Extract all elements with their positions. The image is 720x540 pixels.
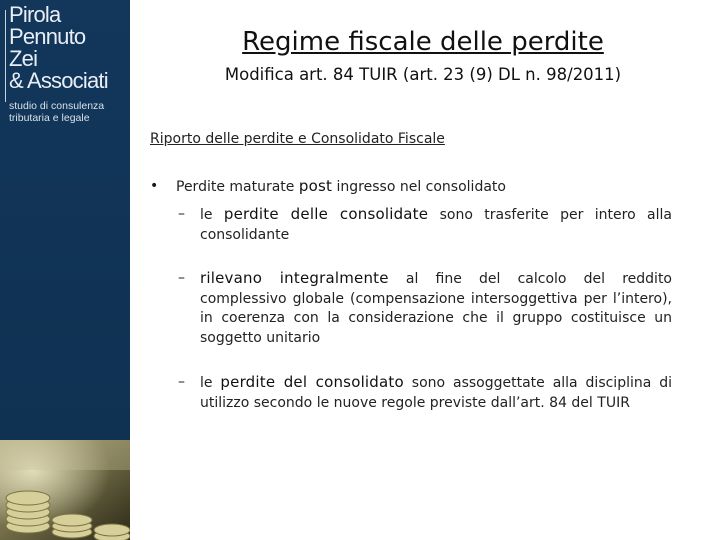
bullet-icon: • — [150, 178, 159, 194]
sub-item-emphasis: rilevano integralmente — [200, 269, 389, 287]
logo-name-line: & Associati — [9, 68, 108, 93]
bullet-text-suffix: ingresso nel consolidato — [332, 179, 506, 195]
logo-name-line: Zei — [9, 46, 38, 71]
slide-title: Regime fiscale delle perdite — [242, 27, 604, 57]
logo-tagline-line: tributaria e legale — [9, 112, 90, 124]
sub-item-emphasis: perdite del consolidato — [220, 373, 404, 391]
logo-divider — [5, 10, 6, 102]
sub-item-after: sono assoggettate alla disciplina di utilizzo secondo le nuove regole previste dall’art. 84 del TUIR — [200, 375, 673, 411]
sub-item — [200, 205, 672, 245]
slide-subtitle: Modifica art. 84 TUIR (art. 23 (9) DL n. 98/2011) — [224, 65, 622, 84]
coins-photo — [0, 440, 130, 540]
company-logo — [9, 4, 108, 92]
dash-icon: – — [178, 270, 185, 286]
dash-icon: – — [178, 206, 185, 222]
dash-icon: – — [178, 374, 185, 390]
logo-name-line: Pennuto — [9, 24, 86, 49]
sub-item — [200, 269, 672, 348]
logo-tagline-line: studio di consulenza — [9, 100, 105, 112]
sub-item-before: le — [200, 375, 221, 391]
sub-item — [200, 373, 672, 413]
sub-item-emphasis: perdite delle consolidate — [223, 205, 429, 223]
sub-item-before: le — [200, 207, 224, 223]
logo-name-line: Pirola — [9, 2, 61, 27]
bullet-item — [176, 177, 506, 196]
sub-item-after: sono trasferite per intero alla consolidante — [200, 207, 672, 243]
section-heading: Riporto delle perdite e Consolidato Fiscale — [150, 131, 445, 147]
logo-tagline — [9, 100, 104, 124]
bullet-text-emphasis: post — [298, 177, 333, 195]
sub-item-after: al fine del calcolo del reddito complessivo globale (compensazione intersoggettiva per l’intero), in coerenza con la considerazione che il gruppo costituisce un soggetto unitario — [200, 271, 672, 346]
bullet-text-prefix: Perdite maturate — [176, 179, 299, 195]
sidebar — [0, 0, 130, 540]
